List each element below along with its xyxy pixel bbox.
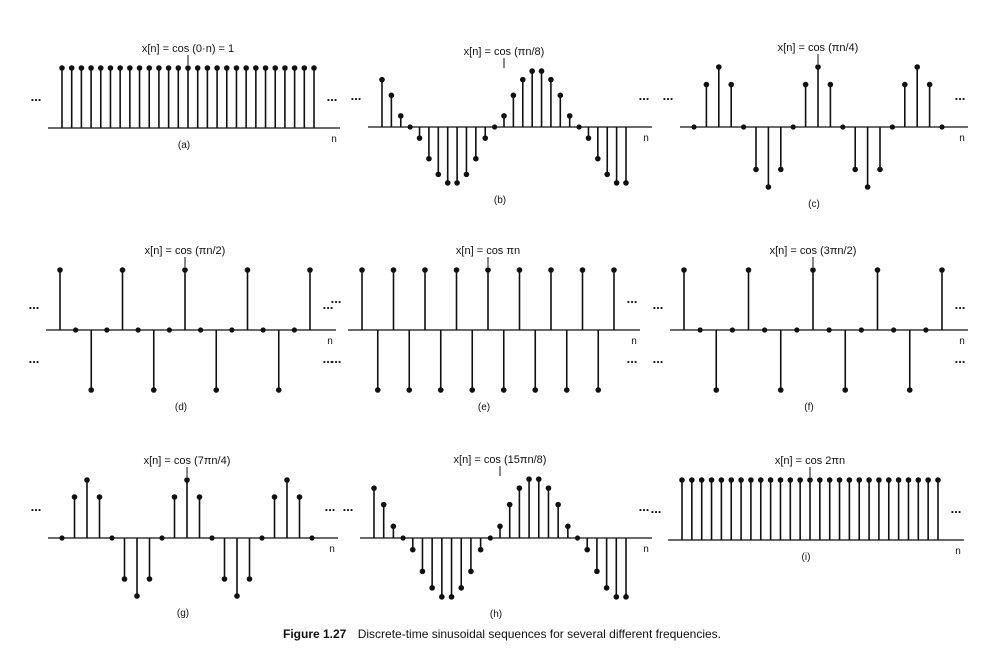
stem-dot	[766, 184, 772, 190]
continuation-dots-left: ...	[330, 291, 342, 306]
stem-dot	[172, 494, 178, 500]
stem-dot	[788, 477, 794, 483]
stem-dot	[746, 267, 752, 273]
stem-dot	[439, 594, 445, 600]
zero-dot	[309, 535, 314, 540]
zero-dot	[198, 327, 203, 332]
continuation-dots-right: ...	[954, 297, 966, 312]
panel-title: x[n] = cos πn	[455, 245, 521, 257]
panel-label: (f)	[804, 402, 814, 413]
zero-dot	[923, 327, 928, 332]
stem-plot-7	[31, 455, 338, 619]
axis-label-n: n	[327, 336, 333, 347]
continuation-dots-left: ...	[652, 351, 664, 366]
panel-label: (e)	[477, 402, 491, 413]
stem-dot	[182, 267, 188, 273]
zero-dot	[791, 124, 796, 129]
stem-dot	[205, 65, 211, 71]
stem-dot	[604, 172, 610, 178]
panel-title: x[n] = cos (πn/8)	[463, 46, 545, 59]
continuation-dots-left: ...	[330, 351, 342, 366]
continuation-dots-left: ...	[30, 89, 42, 104]
stem-dot	[778, 387, 784, 393]
zero-dot	[73, 327, 78, 332]
stem-dot	[389, 93, 395, 99]
stem-dot	[827, 477, 833, 483]
stem-dot	[243, 65, 249, 71]
stem-dot	[88, 387, 94, 393]
stem-dot	[454, 180, 460, 186]
stem-dot	[594, 569, 600, 575]
stem-dot	[429, 585, 435, 591]
stem-dot	[88, 65, 94, 71]
panel-title: x[n] = cos (0·n) = 1	[141, 43, 235, 55]
stem-dot	[410, 547, 416, 553]
stem-dot	[564, 387, 570, 393]
stem-dot	[713, 387, 719, 393]
stem-dot	[468, 569, 474, 575]
zero-dot	[890, 124, 895, 129]
stem-dot	[417, 135, 423, 141]
stem-dot	[865, 184, 871, 190]
stem-dot	[611, 267, 617, 273]
continuation-dots-right: ...	[626, 351, 638, 366]
stem-dot	[97, 494, 103, 500]
stem-dot	[507, 502, 513, 508]
stem-dot	[939, 267, 945, 273]
stem-dot	[797, 477, 803, 483]
continuation-dots-left: ...	[28, 351, 40, 366]
axis-label-n: n	[329, 544, 335, 555]
stem-dot	[681, 267, 687, 273]
stem-dot	[689, 477, 695, 483]
stem-dot	[852, 167, 858, 173]
stem-dot	[59, 65, 65, 71]
stem-dot	[728, 82, 734, 88]
zero-dot	[691, 124, 696, 129]
stem-dot	[517, 267, 523, 273]
stem-dot	[247, 576, 253, 582]
stem-dot	[567, 113, 573, 119]
stem-dot	[391, 524, 397, 530]
continuation-dots-right: ...	[638, 88, 650, 103]
stem-dot	[127, 65, 133, 71]
stem-dot	[292, 65, 298, 71]
stem-dot	[184, 477, 190, 483]
stem-dot	[875, 267, 881, 273]
stem-dot	[501, 387, 507, 393]
stem-dot	[558, 93, 564, 99]
stem-dot	[815, 64, 821, 70]
continuation-dots-right: ...	[324, 499, 336, 514]
stem-dot	[449, 594, 455, 600]
stem-dot	[497, 524, 503, 530]
stem-dot	[580, 267, 586, 273]
continuation-dots-left: ...	[652, 297, 664, 312]
stem-dot	[532, 387, 538, 393]
figure-caption	[0, 627, 1004, 641]
stem-dot	[379, 77, 385, 83]
stem-dot	[297, 494, 303, 500]
stem-dot	[234, 593, 240, 599]
panel-label: (d)	[174, 402, 188, 413]
panel-title: x[n] = cos (3πn/2)	[769, 245, 857, 257]
continuation-dots-right: ...	[626, 291, 638, 306]
stem-dot	[935, 477, 941, 483]
continuation-dots-left: ...	[650, 501, 662, 516]
axis-label-n: n	[959, 133, 965, 144]
zero-dot	[159, 535, 164, 540]
stem-dot	[69, 65, 75, 71]
panel-label: (a)	[177, 140, 191, 151]
panel-label: (i)	[801, 552, 811, 563]
stem-plot-9	[651, 455, 964, 563]
axis-label-n: n	[959, 336, 965, 347]
stem-dot	[753, 167, 759, 173]
panel-label: (g)	[176, 608, 190, 619]
axis-label-n: n	[643, 133, 649, 144]
stem-dot	[156, 65, 162, 71]
stem-dot	[501, 113, 507, 119]
stem-dot	[134, 593, 140, 599]
zero-dot	[859, 327, 864, 332]
stem-dot	[520, 77, 526, 83]
figure-caption-text: Discrete-time sinusoidal sequences for several different frequencies.	[357, 627, 721, 641]
zero-dot	[104, 327, 109, 332]
continuation-dots-left: ...	[30, 499, 42, 514]
stem-plot-3	[663, 42, 968, 210]
stem-plot-6	[653, 245, 968, 413]
stem-dot	[151, 387, 157, 393]
stem-dot	[84, 477, 90, 483]
stem-dot	[866, 477, 872, 483]
stem-dot	[272, 65, 278, 71]
stem-dot	[381, 502, 387, 508]
zero-dot	[827, 327, 832, 332]
stem-dot	[738, 477, 744, 483]
stem-dot	[482, 135, 488, 141]
stem-dot	[311, 65, 317, 71]
stem-dot	[213, 387, 219, 393]
stem-dot	[803, 82, 809, 88]
stem-dot	[511, 93, 517, 99]
stem-dot	[426, 156, 432, 162]
zero-dot	[109, 535, 114, 540]
stem-dot	[234, 65, 240, 71]
stem-dot	[679, 477, 685, 483]
stem-dot	[719, 477, 725, 483]
stem-dot	[614, 594, 620, 600]
stem-dot	[595, 156, 601, 162]
stem-dot	[176, 65, 182, 71]
zero-dot	[59, 535, 64, 540]
zero-dot	[488, 535, 493, 540]
zero-dot	[730, 327, 735, 332]
stem-plot-4	[29, 245, 336, 413]
stem-dot	[375, 387, 381, 393]
stem-dot	[586, 135, 592, 141]
continuation-dots-left: ...	[662, 88, 674, 103]
stem-dot	[856, 477, 862, 483]
stem-dot	[302, 65, 308, 71]
stem-dot	[699, 477, 705, 483]
stem-dot	[623, 180, 629, 186]
stem-dot	[604, 585, 610, 591]
stem-dot	[473, 156, 479, 162]
stem-dot	[282, 65, 288, 71]
stem-dot	[877, 167, 883, 173]
zero-dot	[840, 124, 845, 129]
continuation-dots-right: ...	[326, 89, 338, 104]
stem-dot	[902, 82, 908, 88]
zero-dot	[209, 535, 214, 540]
stem-dot	[222, 576, 228, 582]
stem-dot	[436, 172, 442, 178]
stem-dot	[422, 267, 428, 273]
stem-dot	[709, 477, 715, 483]
panel-title: x[n] = cos (πn/2)	[144, 245, 226, 257]
stem-dot	[485, 267, 491, 273]
axis-label-n: n	[331, 134, 337, 145]
zero-dot	[794, 327, 799, 332]
zero-dot	[400, 535, 405, 540]
stem-dot	[907, 387, 913, 393]
zero-dot	[259, 535, 264, 540]
stem-dot	[120, 267, 126, 273]
zero-dot	[939, 124, 944, 129]
stem-dot	[454, 267, 460, 273]
stem-dot	[916, 477, 922, 483]
stem-dot	[704, 82, 710, 88]
zero-dot	[891, 327, 896, 332]
zero-dot	[167, 327, 172, 332]
stem-dot	[595, 387, 601, 393]
zero-dot	[408, 124, 413, 129]
stem-dot	[98, 65, 104, 71]
zero-dot	[762, 327, 767, 332]
stem-dot	[896, 477, 902, 483]
stem-dot	[548, 267, 554, 273]
stem-dot	[810, 267, 816, 273]
figure-label: Figure 1.27	[283, 627, 347, 641]
stem-dot	[529, 68, 535, 74]
panel-label: (b)	[493, 194, 507, 206]
stem-dot	[391, 267, 397, 273]
stem-dot	[565, 524, 571, 530]
stem-plot-5	[331, 245, 640, 413]
stem-dot	[546, 485, 552, 491]
stem-dot	[195, 65, 201, 71]
stem-dot	[464, 172, 470, 178]
stem-dot	[122, 576, 128, 582]
stem-dot	[807, 477, 813, 483]
stem-dot	[438, 387, 444, 393]
continuation-dots-left: ...	[350, 88, 362, 103]
stem-dot	[886, 477, 892, 483]
zero-dot	[741, 124, 746, 129]
zero-dot	[492, 124, 497, 129]
stem-dot	[253, 65, 259, 71]
stem-dot	[842, 387, 848, 393]
stem-dot	[185, 65, 191, 71]
axis-label-n: n	[643, 544, 649, 555]
continuation-dots-right: ...	[950, 501, 962, 516]
stem-dot	[284, 477, 290, 483]
stem-dot	[906, 477, 912, 483]
zero-dot	[229, 327, 234, 332]
stem-dot	[716, 64, 722, 70]
zero-dot	[575, 535, 580, 540]
stem-dot	[828, 82, 834, 88]
zero-dot	[261, 327, 266, 332]
stem-dot	[728, 477, 734, 483]
stem-dot	[458, 585, 464, 591]
stem-dot	[555, 502, 561, 508]
stem-dot	[406, 387, 412, 393]
stem-dot	[72, 494, 78, 500]
stem-dot	[445, 180, 451, 186]
stem-dot	[817, 477, 823, 483]
panel-title: x[n] = cos (15πn/8)	[453, 454, 547, 467]
stem-dot	[539, 68, 545, 74]
panel-title: x[n] = cos 2πn	[774, 455, 846, 467]
stem-dot	[166, 65, 172, 71]
panel-title: x[n] = cos (πn/4)	[777, 42, 859, 54]
zero-dot	[576, 124, 581, 129]
stem-plot-8	[343, 454, 652, 620]
stem-dot	[623, 594, 629, 600]
stem-dot	[371, 485, 377, 491]
stem-dot	[758, 477, 764, 483]
stem-dot	[614, 180, 620, 186]
continuation-dots-left: ...	[28, 297, 40, 312]
panel-title: x[n] = cos (7πn/4)	[143, 455, 231, 467]
stem-dot	[224, 65, 230, 71]
stem-dot	[469, 387, 475, 393]
stem-dot	[272, 494, 278, 500]
stem-dot	[108, 65, 114, 71]
stem-dot	[837, 477, 843, 483]
stem-plot-2	[351, 46, 652, 206]
stem-dot	[478, 547, 484, 553]
stem-dot	[927, 82, 933, 88]
stem-dot	[925, 477, 931, 483]
panel-label: (c)	[808, 199, 820, 210]
zero-dot	[698, 327, 703, 332]
stem-plot-1	[31, 43, 340, 151]
stem-dot	[420, 569, 426, 575]
continuation-dots-left: ...	[342, 499, 354, 514]
stem-dot	[548, 77, 554, 83]
zero-dot	[136, 327, 141, 332]
stem-dot	[307, 267, 313, 273]
stem-dot	[768, 477, 774, 483]
stem-dot	[847, 477, 853, 483]
stem-dot	[245, 267, 251, 273]
stem-dot	[778, 477, 784, 483]
stem-dot	[584, 547, 590, 553]
continuation-dots-right: ...	[322, 297, 334, 312]
stem-dot	[536, 476, 542, 482]
continuation-dots-right: ...	[954, 351, 966, 366]
continuation-dots-right: ...	[322, 351, 334, 366]
stem-dot	[398, 113, 404, 119]
stem-dot	[197, 494, 203, 500]
stem-dot	[517, 485, 523, 491]
stem-dot	[117, 65, 123, 71]
continuation-dots-right: ...	[954, 88, 966, 103]
stem-dot	[79, 65, 85, 71]
panel-label: (h)	[489, 608, 503, 620]
zero-dot	[292, 327, 297, 332]
continuation-dots-right: ...	[638, 499, 650, 514]
stem-dot	[276, 387, 282, 393]
stem-dot	[214, 65, 220, 71]
stem-dot	[778, 167, 784, 173]
stem-dot	[146, 65, 152, 71]
stem-dot	[147, 576, 153, 582]
axis-label-n: n	[631, 336, 637, 347]
stem-dot	[137, 65, 143, 71]
stem-dot	[263, 65, 269, 71]
axis-label-n: n	[955, 546, 961, 557]
stem-dot	[876, 477, 882, 483]
stem-dot	[748, 477, 754, 483]
stem-dot	[57, 267, 63, 273]
stem-dot	[526, 476, 532, 482]
stem-dot	[914, 64, 920, 70]
stem-dot	[359, 267, 365, 273]
